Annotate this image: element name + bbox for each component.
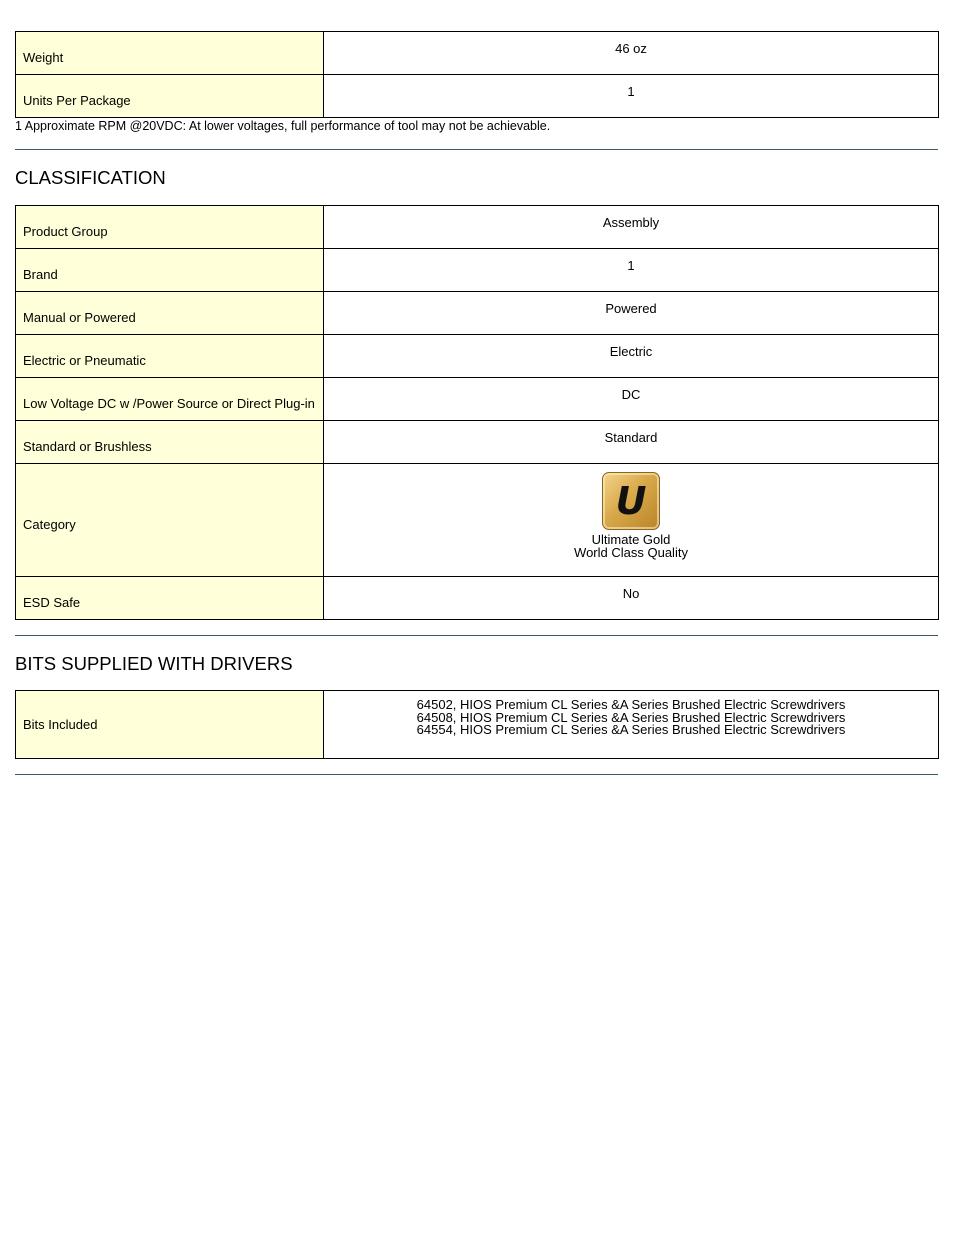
bit-item: 64554, HIOS Premium CL Series &A Series Brushed Electric Screwdrivers [416,722,846,737]
footnote: 1 Approximate RPM @20VDC: At lower voltages, full performance of tool may not be achievable. [15,119,551,133]
classification-label: Low Voltage DC w /Power Source or Direct Plug-in [16,378,324,421]
table-row [16,292,939,335]
category-line-2: World Class Quality [574,545,688,560]
bits-value [324,691,939,759]
classification-label: Manual or Powered [16,292,324,335]
spec-label: Units Per Package [16,75,324,118]
esd-value: No [324,577,939,620]
bit-item: 64502, HIOS Premium CL Series &A Series Brushed Electric Screwdrivers [416,697,846,712]
spec-value: 46 oz [324,32,939,75]
table-row [16,249,939,292]
classification-value: Standard [324,421,939,464]
badge-letter: U [615,479,647,523]
classification-value: Electric [324,335,939,378]
section-divider [15,774,938,775]
spec-label: Weight [16,32,324,75]
classification-label: Product Group [16,206,324,249]
classification-table [15,205,939,620]
classification-label: Standard or Brushless [16,421,324,464]
bits-table [15,690,939,759]
specs-table [15,31,939,118]
table-row [16,577,939,620]
table-row [16,32,939,75]
ultimate-gold-badge-icon [602,472,660,530]
bits-heading: BITS SUPPLIED WITH DRIVERS [15,653,293,674]
bit-item: 64508, HIOS Premium CL Series &A Series Brushed Electric Screwdrivers [416,709,846,725]
classification-label: Electric or Pneumatic [16,335,324,378]
esd-label: ESD Safe [16,577,324,620]
table-row [16,335,939,378]
section-divider [15,635,938,636]
category-value [324,464,939,577]
table-row [16,206,939,249]
table-row [16,421,939,464]
spec-value: 1 [324,75,939,118]
bits-label: Bits Included [16,691,324,759]
section-divider [15,149,938,150]
spec-sheet [15,31,939,775]
table-row [16,378,939,421]
category-line-1: Ultimate Gold [591,532,671,547]
category-label: Category [16,464,324,577]
classification-label: Brand [16,249,324,292]
table-row [16,464,939,577]
classification-value: Powered [324,292,939,335]
classification-value: Assembly [324,206,939,249]
classification-value: DC [324,378,939,421]
classification-value: 1 [324,249,939,292]
classification-heading: CLASSIFICATION [15,167,166,188]
table-row [16,691,939,759]
table-row [16,75,939,118]
